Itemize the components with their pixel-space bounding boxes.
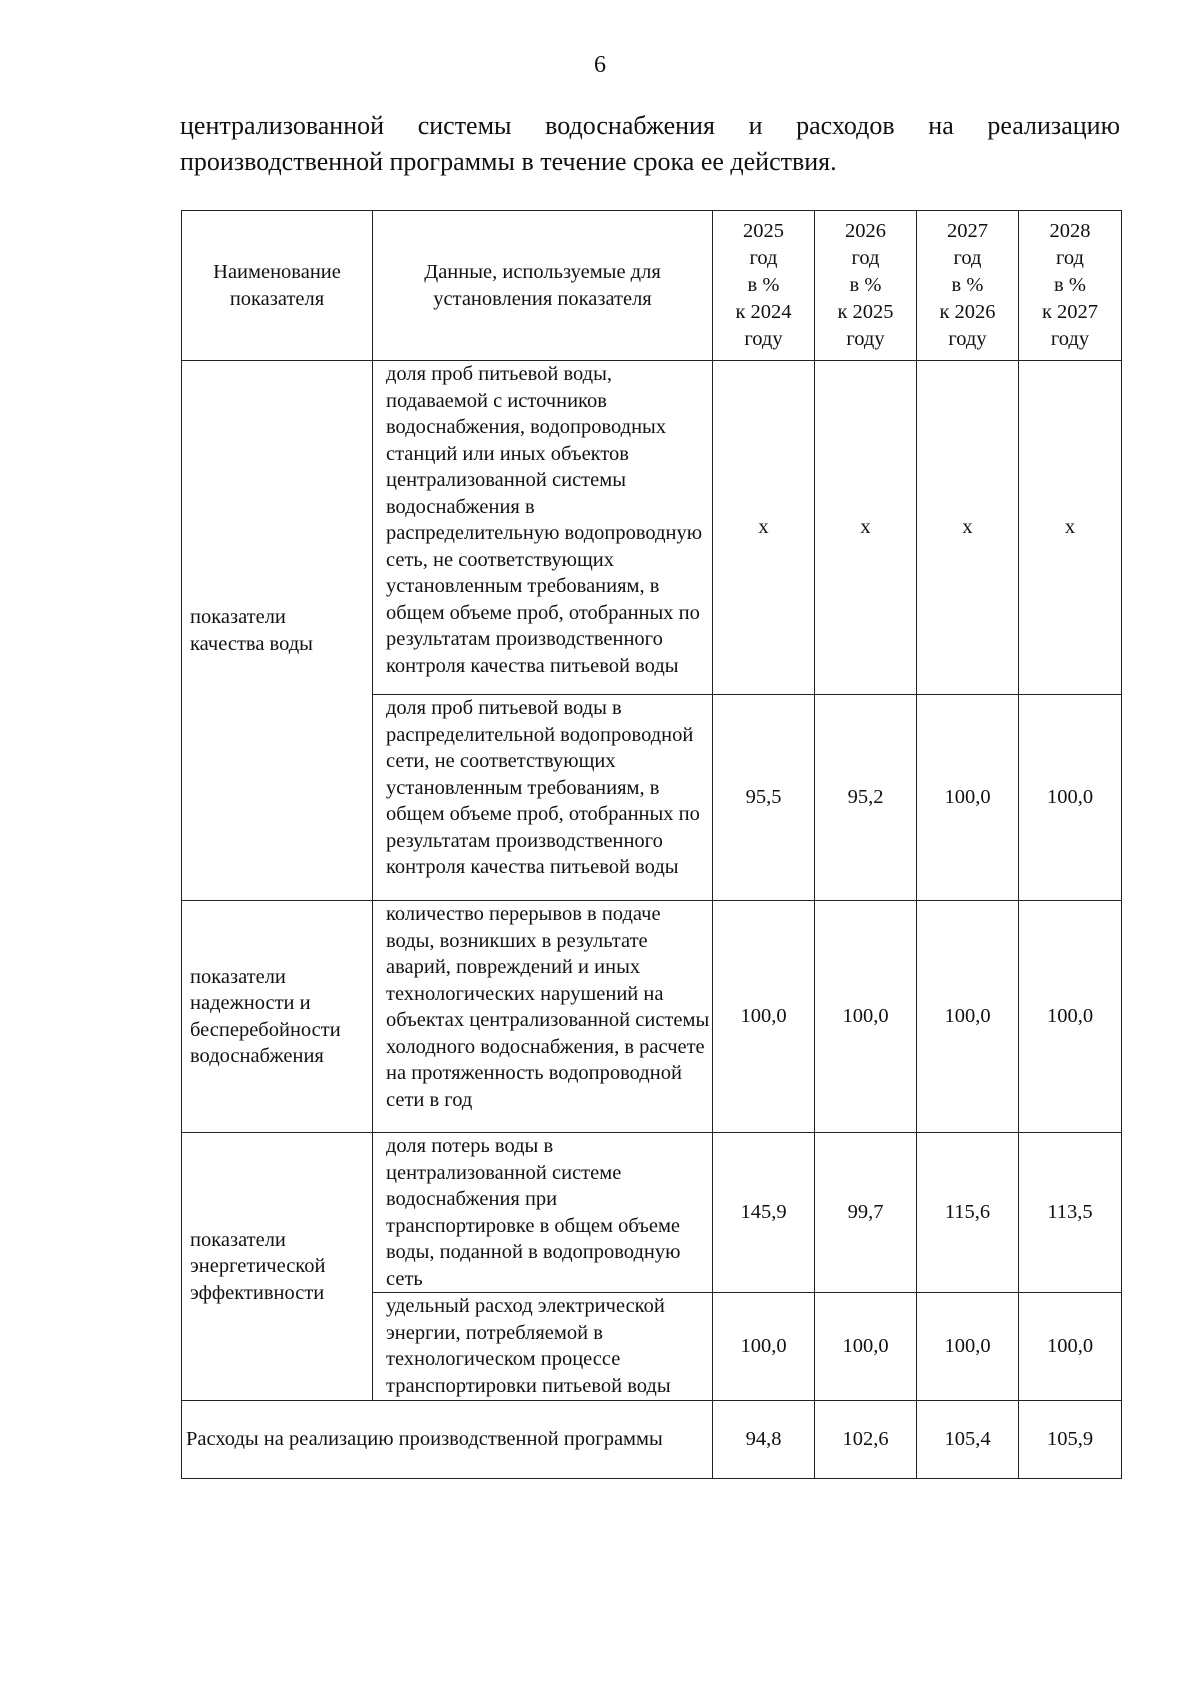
total-value-cell: 105,9 — [1019, 1401, 1122, 1479]
table-row — [182, 1133, 1122, 1293]
value-cell: 100,0 — [713, 901, 815, 1133]
total-value-cell: 102,6 — [815, 1401, 917, 1479]
value-cell: 100,0 — [1019, 1293, 1122, 1401]
total-value-cell: 94,8 — [713, 1401, 815, 1479]
value-cell: 100,0 — [1019, 901, 1122, 1133]
value-cell: 100,0 — [917, 901, 1019, 1133]
header-year-2026: 2026 год в % к 2025 году — [815, 211, 917, 361]
group-name-energy-efficiency: показатели энергетической эффективности — [182, 1133, 373, 1401]
header-year-2027: 2027 год в % к 2026 году — [917, 211, 1019, 361]
value-cell: 100,0 — [815, 901, 917, 1133]
row-data-text: доля потерь воды в централизованной системе водоснабжения при транспортировке в общем объеме воды, поданной в водопроводную сеть — [373, 1133, 713, 1293]
value-cell: 95,5 — [713, 695, 815, 901]
intro-line-2: производственной программы в течение срока ее действия. — [180, 147, 837, 176]
value-cell: 100,0 — [1019, 695, 1122, 901]
row-data-text: количество перерывов в подаче воды, возникших в результате аварий, повреждений и иных технологических нарушений на объектах централизованной системы холодного водоснабжения, в расчете на протяженность водопроводной сети в год — [373, 901, 713, 1133]
value-cell: 100,0 — [917, 1293, 1019, 1401]
page-number: 6 — [594, 52, 606, 78]
intro-paragraph — [180, 108, 1120, 180]
table-row — [182, 901, 1122, 1133]
total-row — [182, 1401, 1122, 1479]
value-cell: 100,0 — [917, 695, 1019, 901]
group-name-reliability: показатели надежности и бесперебойности водоснабжения — [182, 901, 373, 1133]
header-data-used: Данные, используемые для установления показателя — [373, 211, 713, 361]
group-name-water-quality: показатели качества воды — [182, 361, 373, 901]
value-cell: 99,7 — [815, 1133, 917, 1293]
row-data-text: доля проб питьевой воды в распределительной водопроводной сети, не соответствующих установленным требованиям, в общем объеме проб, отобранных по результатам производственного контроля качества питьевой воды — [373, 695, 713, 901]
row-data-text: удельный расход электрической энергии, потребляемой в технологическом процессе транспортировки питьевой воды — [373, 1293, 713, 1401]
value-cell: 145,9 — [713, 1133, 815, 1293]
header-year-2025: 2025 год в % к 2024 году — [713, 211, 815, 361]
value-cell: х — [713, 361, 815, 695]
total-label: Расходы на реализацию производственной программы — [182, 1401, 713, 1479]
value-cell: 115,6 — [917, 1133, 1019, 1293]
value-cell: 113,5 — [1019, 1133, 1122, 1293]
value-cell: 100,0 — [815, 1293, 917, 1401]
intro-line-1: централизованной системы водоснабжения и расходов на реализацию — [180, 111, 1120, 140]
header-indicator-name: Наименование показателя — [182, 211, 373, 361]
row-data-text: доля проб питьевой воды, подаваемой с источников водоснабжения, водопроводных станций или иных объектов централизованной системы водоснабжения в распределительную водопроводную сеть, не соответствующих установленным требованиям, в общем объеме проб, отобранных по результатам производственного контроля качества питьевой воды — [373, 361, 713, 695]
value-cell: х — [917, 361, 1019, 695]
table-row — [182, 361, 1122, 695]
value-cell: 100,0 — [713, 1293, 815, 1401]
value-cell: х — [1019, 361, 1122, 695]
table-header-row — [182, 211, 1122, 361]
value-cell: 95,2 — [815, 695, 917, 901]
value-cell: х — [815, 361, 917, 695]
total-value-cell: 105,4 — [917, 1401, 1019, 1479]
indicators-table — [181, 210, 1122, 1479]
header-year-2028: 2028 год в % к 2027 году — [1019, 211, 1122, 361]
